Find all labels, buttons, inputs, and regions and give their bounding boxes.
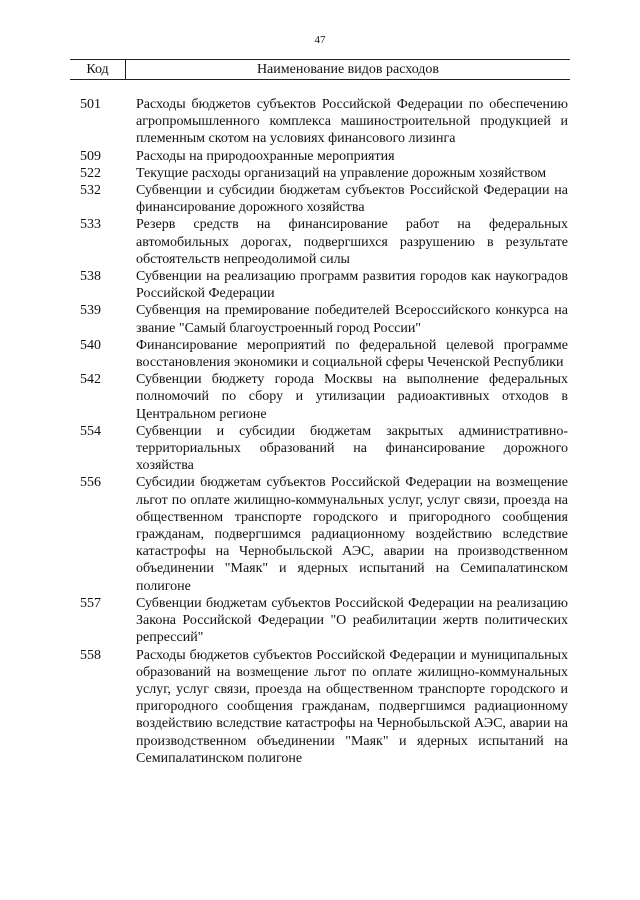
row-description: Субвенция на премирование победителей Всероссийского конкурса на звание "Самый благоустроенный город России" bbox=[136, 303, 568, 336]
row-description: Субвенции и субсидии бюджетам закрытых административно-территориальных образований на финансирование дорожного хозяйства bbox=[136, 423, 568, 474]
row-description: Субвенции бюджету города Москвы на выполнение федеральных полномочий по сбору и утилизации радиоактивных отходов в Центральном регионе bbox=[136, 372, 568, 422]
table-row bbox=[74, 182, 568, 216]
row-description: Расходы на природоохранные мероприятия bbox=[136, 148, 395, 164]
row-code: 532 bbox=[80, 183, 101, 199]
table-header bbox=[70, 59, 570, 80]
table-row bbox=[74, 216, 568, 268]
row-description: Расходы бюджетов субъектов Российской Федерации и муниципальных образований на возмещение льгот по оплате жилищно-коммунальных услуг, услуг связи, проезда на общественном транспорте городского и пригородного сообщения гражданам, подвергшимся радиационному воздействию вследствие катастрофы на Чернобыльской АЭС, аварии на производственном объединении "Маяк" и ядерных испытаний на Семипалатинском полигоне bbox=[136, 647, 568, 766]
table-row bbox=[74, 148, 568, 165]
table-row bbox=[74, 595, 568, 647]
row-code: 538 bbox=[80, 269, 101, 285]
expense-list bbox=[74, 96, 568, 767]
row-description: Субвенции на реализацию программ развития городов как наукоградов Российской Федерации bbox=[136, 269, 568, 302]
row-description: Расходы бюджетов субъектов Российской Федерации по обеспечению агропромышленного комплекса машиностроительной продукцией и племенным скотом на условиях финансового лизинга bbox=[136, 97, 568, 147]
row-description: Резерв средств на финансирование работ на федеральных автомобильных дорогах, подвергшихся разрушению в результате обстоятельств непреодолимой силы bbox=[136, 217, 568, 267]
table-row bbox=[74, 337, 568, 371]
row-code: 539 bbox=[80, 303, 101, 319]
table-row bbox=[74, 302, 568, 336]
page-number: 47 bbox=[314, 34, 326, 46]
table-row bbox=[74, 474, 568, 594]
row-description: Финансирование мероприятий по федеральной целевой программе восстановления экономики и социальной сферы Чеченской Республики bbox=[136, 337, 568, 371]
header-code: Код bbox=[70, 60, 126, 79]
table-row bbox=[74, 647, 568, 767]
header-name: Наименование видов расходов bbox=[256, 62, 440, 77]
row-code: 554 bbox=[80, 423, 101, 439]
table-row bbox=[74, 96, 568, 148]
row-code: 540 bbox=[80, 337, 101, 353]
row-code: 501 bbox=[80, 97, 101, 112]
row-code: 509 bbox=[80, 148, 101, 164]
row-description: Текущие расходы организаций на управление дорожным хозяйством bbox=[136, 165, 547, 181]
row-code: 557 bbox=[80, 595, 101, 611]
row-code: 542 bbox=[80, 372, 101, 388]
table-row bbox=[74, 423, 568, 475]
row-description: Субсидии бюджетам субъектов Российской Федерации на возмещение льгот по оплате жилищно-коммунальных услуг, услуг связи, проезда на общественном транспорте городского и пригородного сообщения гражданам, подвергшимся радиационному воздействию вследствие катастрофы на Чернобыльской АЭС, аварии на производственном объединении "Маяк" и ядерных испытаний на Семипалатинском полигоне bbox=[136, 475, 568, 594]
row-code: 533 bbox=[80, 217, 101, 233]
row-code: 558 bbox=[80, 647, 101, 663]
table-row bbox=[74, 371, 568, 423]
row-code: 522 bbox=[80, 165, 101, 181]
row-description: Субвенции и субсидии бюджетам субъектов Российской Федерации на финансирование дорожного хозяйства bbox=[136, 183, 568, 216]
row-description: Субвенции бюджетам субъектов Российской Федерации на реализацию Закона Российской Федерации "О реабилитации жертв политических репрессий" bbox=[136, 595, 568, 646]
table-row bbox=[74, 268, 568, 302]
row-code: 556 bbox=[80, 475, 101, 491]
table-row bbox=[74, 165, 568, 182]
